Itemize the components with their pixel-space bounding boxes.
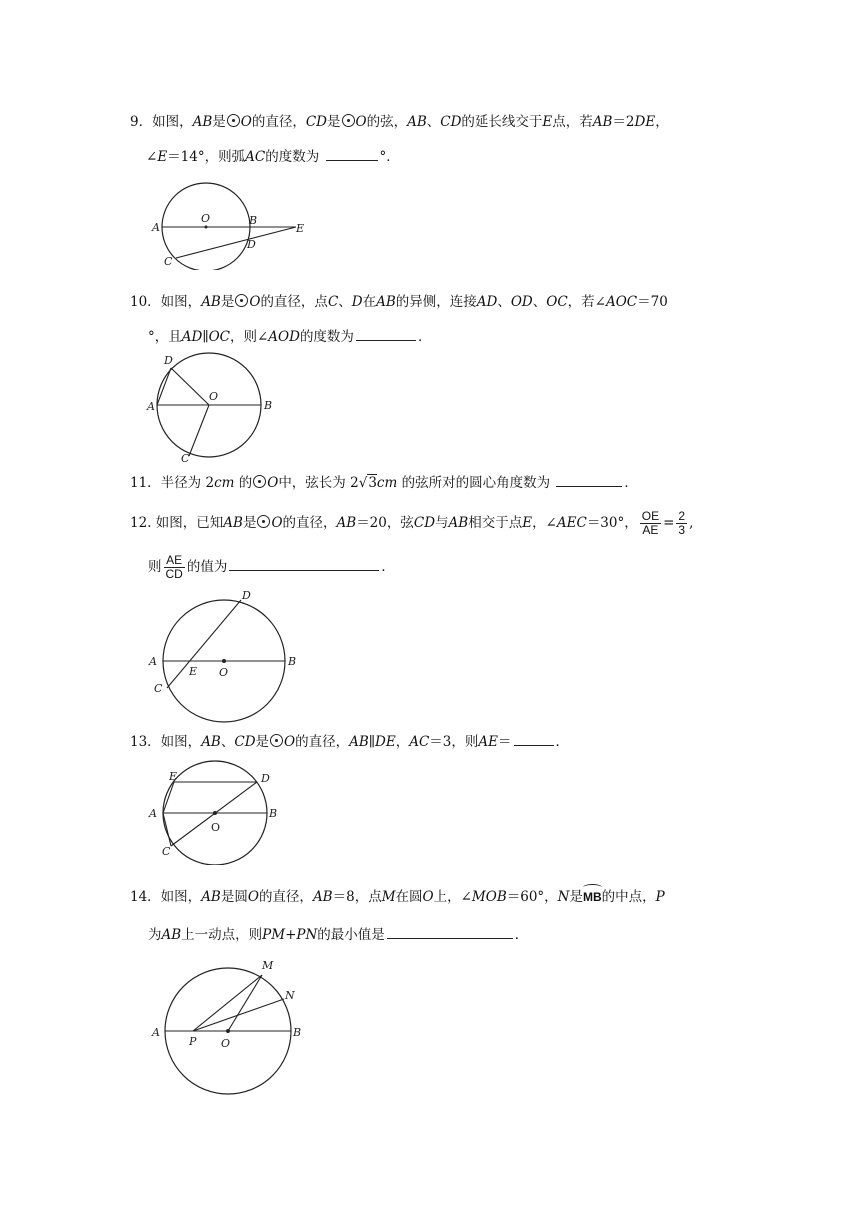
circle-dot-symbol xyxy=(270,734,283,747)
q12-label-b: B xyxy=(288,655,297,668)
circle-dot-symbol xyxy=(227,114,240,127)
q14-line1: 14．如图，AB是圆O的直径，AB＝8，点M在圆O上，∠MOB＝60°，N是MB的中点，P xyxy=(130,884,665,907)
q12-line2: 则 $\frac{AE}{CD}$ 的值为 ． xyxy=(148,553,395,581)
circle-dot-symbol xyxy=(257,515,270,528)
answer-blank[interactable] xyxy=(556,472,622,487)
answer-blank[interactable] xyxy=(326,146,378,161)
q9-label-c: C xyxy=(164,255,173,268)
fraction-2-3: $\frac{2}{3}$ xyxy=(678,509,686,537)
q10-label-d: D xyxy=(164,354,173,367)
q13-label-c: C xyxy=(162,845,171,858)
q9-line1: 9．如图，AB是 O的直径，CD是 O的弦，AB、CD的延长线交于E点，若AB＝2DE， xyxy=(130,114,669,130)
q9-label-d: D xyxy=(247,238,256,251)
q14-label-b: B xyxy=(293,1026,302,1039)
q9-label-b: B xyxy=(249,214,258,227)
q10-figure xyxy=(145,350,285,465)
answer-blank[interactable] xyxy=(387,924,513,939)
q14-label-p: P xyxy=(189,1035,197,1048)
answer-blank[interactable] xyxy=(514,731,554,746)
q14-figure xyxy=(145,955,315,1095)
fraction-oe-ae: $\frac{OE}{AE}$ xyxy=(641,509,660,537)
q12-line1: 12. 如图，已知AB是 O的直径，AB＝20，弦CD与AB相交于点E，∠AEC＝30°， $\frac{OE}{AE}$ = $\frac{2}{3}$ , xyxy=(130,509,694,537)
q10-label-a: A xyxy=(147,400,155,413)
arc-mb-symbol: MB xyxy=(583,884,602,907)
q13-label-a: A xyxy=(149,807,157,820)
q14-label-m: M xyxy=(262,959,274,972)
q10-line2: °，且AD∥OC，则∠AOD的度数为 ． xyxy=(148,326,431,347)
q9-figure xyxy=(150,180,320,270)
q13-figure xyxy=(145,760,290,865)
q13-label-o: O xyxy=(211,821,221,834)
q12-label-e: E xyxy=(189,665,198,678)
q13-line: 13．如图，AB、CD是 O的直径，AB∥DE，AC＝3，则AE＝ ． xyxy=(130,731,569,752)
q14-label-n: N xyxy=(285,989,295,1002)
circle-dot-symbol xyxy=(235,294,248,307)
q12-label-d: D xyxy=(242,589,251,602)
q13-label-d: D xyxy=(261,772,270,785)
q13-label-b: B xyxy=(269,807,278,820)
circle-dot-symbol xyxy=(342,114,355,127)
q14-label-a: A xyxy=(152,1026,160,1039)
q11-line: 11．半径为 2cm 的 O中，弦长为 2√3cm 的弦所对的圆心角度数为 ． xyxy=(130,472,638,493)
q10-label-o: O xyxy=(209,390,219,403)
q12-label-c: C xyxy=(154,682,163,695)
q10-label-b: B xyxy=(264,399,273,412)
q12-label-a: A xyxy=(149,655,157,668)
q14-label-o: O xyxy=(221,1037,231,1050)
q10-line1: 10．如图，AB是 O的直径，点C、D在AB的异侧，连接AD、OD、OC，若∠AOC＝70 xyxy=(130,294,668,310)
fraction-ae-cd: $\frac{AE}{CD}$ xyxy=(165,553,183,581)
answer-blank[interactable] xyxy=(229,556,379,571)
q9-label-o: O xyxy=(201,212,211,225)
circle-dot-symbol xyxy=(253,475,266,488)
q12-figure xyxy=(145,585,310,723)
q9-label-e: E xyxy=(296,222,305,235)
q9-line2: ∠E＝14°，则弧AC的度数为 °． xyxy=(146,146,400,167)
q9-label-a: A xyxy=(152,221,160,234)
answer-blank[interactable] xyxy=(356,326,416,341)
q10-label-c: C xyxy=(181,452,190,465)
q13-label-e: E xyxy=(169,770,178,783)
q14-line2: 为AB上一动点，则PM+PN的最小值是 ． xyxy=(148,924,528,945)
q12-label-o: O xyxy=(219,666,229,679)
